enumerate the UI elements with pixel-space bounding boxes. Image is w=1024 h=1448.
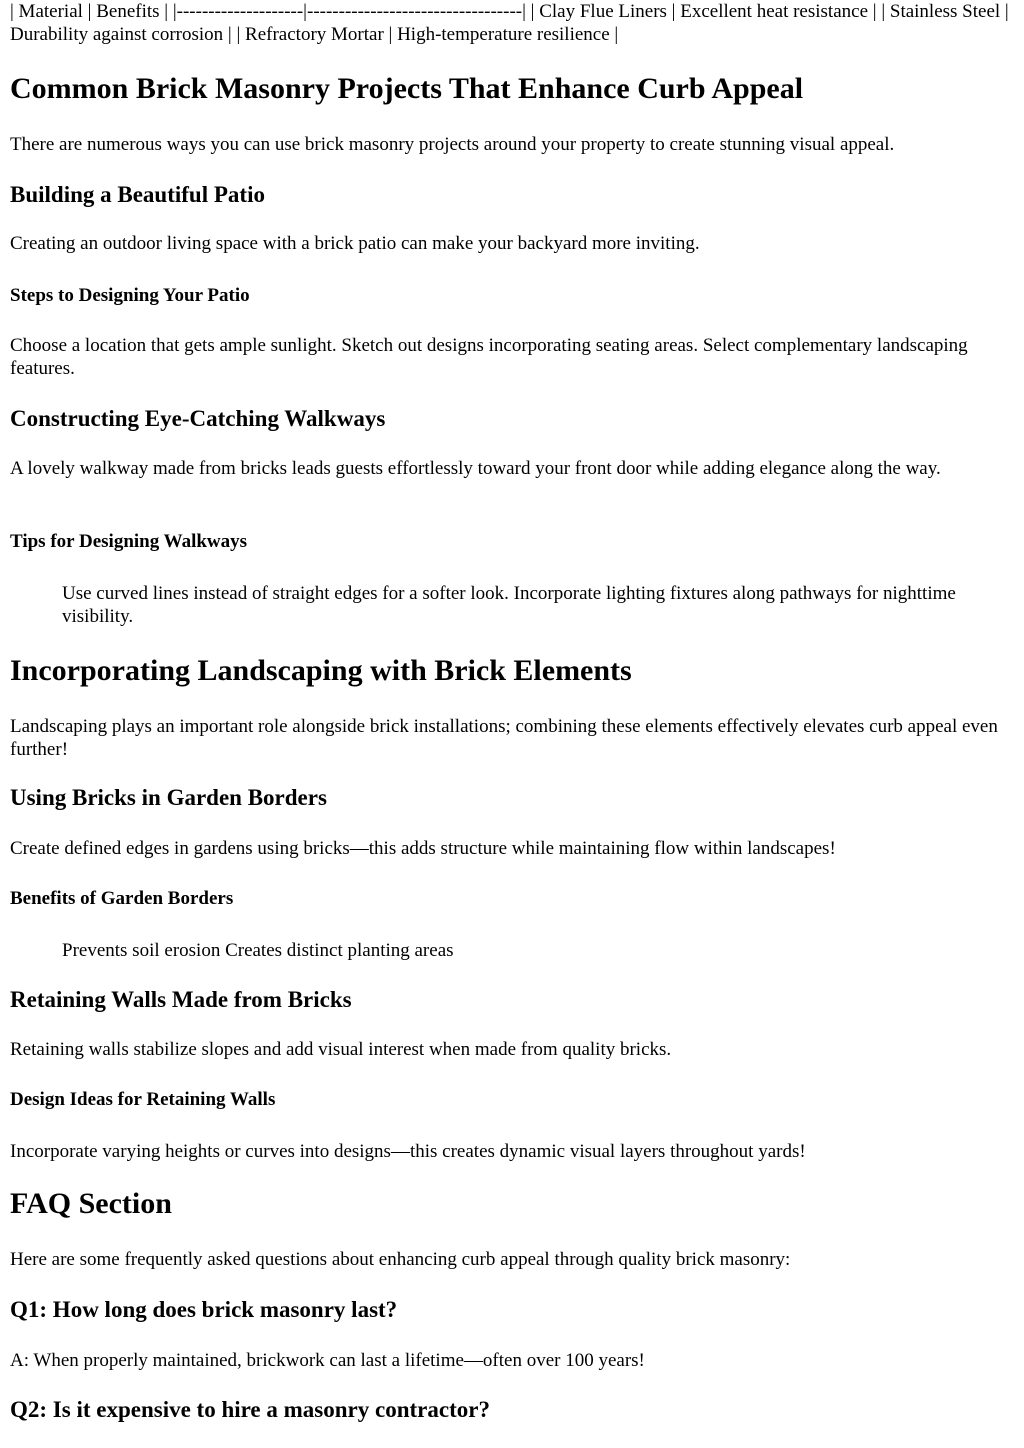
faq-question-1: Q1: How long does brick masonry last?	[10, 1297, 398, 1322]
garden-borders-heading: Using Bricks in Garden Borders	[10, 785, 327, 810]
faq-intro: Here are some frequently asked questions about enhancing curb appeal through quality brick masonry:	[10, 1249, 791, 1270]
curb-appeal-intro: There are numerous ways you can use brick masonry projects around your property to create stunning visual appeal.	[10, 134, 895, 155]
retaining-walls-ideas-heading: Design Ideas for Retaining Walls	[10, 1089, 276, 1110]
retaining-walls-heading: Retaining Walls Made from Bricks	[10, 987, 352, 1012]
curb-appeal-heading: Common Brick Masonry Projects That Enhance Curb Appeal	[10, 72, 804, 105]
faq-heading: FAQ Section	[10, 1187, 172, 1220]
patio-steps-text: Choose a location that gets ample sunlight. Sketch out designs incorporating seating areas. Select complementary landscaping features.	[10, 335, 968, 379]
patio-text: Creating an outdoor living space with a brick patio can make your backyard more inviting.	[10, 233, 700, 254]
faq-answer-1: A: When properly maintained, brickwork can last a lifetime—often over 100 years!	[10, 1350, 645, 1371]
faq-question-2: Q2: Is it expensive to hire a masonry contractor?	[10, 1397, 490, 1422]
landscaping-intro: Landscaping plays an important role alongside brick installations; combining these elements effectively elevates curb appeal even further!	[10, 716, 998, 760]
garden-borders-text: Create defined edges in gardens using bricks—this adds structure while maintaining flow within landscapes!	[10, 838, 836, 859]
garden-borders-benefits-heading: Benefits of Garden Borders	[10, 888, 234, 909]
landscaping-heading: Incorporating Landscaping with Brick Elements	[10, 654, 632, 687]
retaining-walls-ideas-text: Incorporate varying heights or curves into designs—this creates dynamic visual layers throughout yards!	[10, 1141, 806, 1162]
patio-steps-heading: Steps to Designing Your Patio	[10, 285, 250, 306]
walkways-text: A lovely walkway made from bricks leads guests effortlessly toward your front door while adding elegance along the way.	[10, 458, 941, 479]
garden-borders-benefits-text: Prevents soil erosion Creates distinct planting areas	[62, 940, 454, 961]
materials-table-text: | Material | Benefits | |--------------------|----------------------------------| | Clay Flue Liners | Excellent heat resistance | | Stainless Steel | Durability against corrosion | | Refractory Mortar | High-temperature resilience |	[10, 1, 1009, 45]
patio-heading: Building a Beautiful Patio	[10, 182, 265, 207]
retaining-walls-text: Retaining walls stabilize slopes and add visual interest when made from quality bricks.	[10, 1039, 672, 1060]
walkways-heading: Constructing Eye-Catching Walkways	[10, 406, 386, 431]
walkways-tips-text: Use curved lines instead of straight edges for a softer look. Incorporate lighting fixtures along pathways for nighttime visibility.	[62, 583, 956, 627]
walkways-tips-heading: Tips for Designing Walkways	[10, 531, 248, 552]
